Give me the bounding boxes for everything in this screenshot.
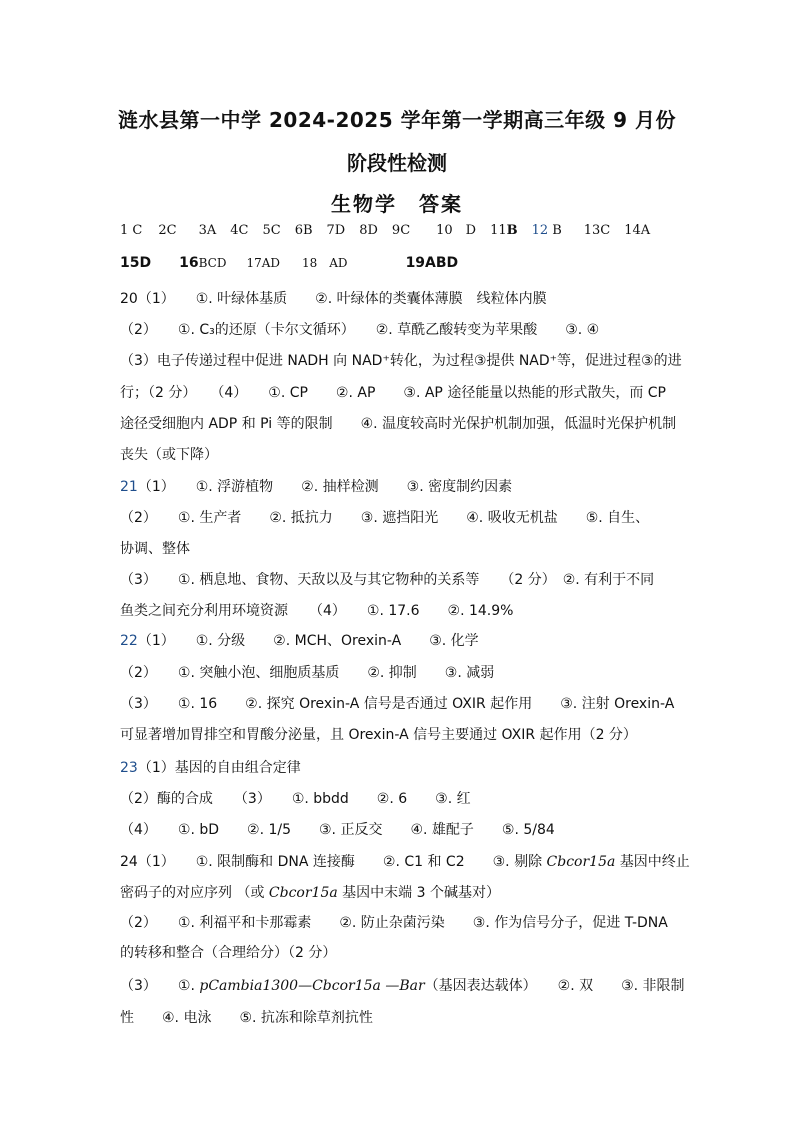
q24-line5	[120, 977, 685, 995]
mcq-answer: B	[552, 223, 562, 238]
mcq-answer: 6B	[294, 223, 313, 238]
mcq-answer: B	[506, 223, 518, 238]
q23-line1	[120, 759, 301, 777]
document-title-line3: 生物学 答案	[331, 192, 463, 216]
mcq-answer: 15D	[120, 255, 152, 271]
mcq-answer: 17AD	[246, 256, 280, 270]
document-title-line2: 阶段性检测	[347, 151, 447, 175]
question-number: 22	[120, 633, 138, 649]
answer-text: 密码子的对应序列 （或	[120, 885, 269, 901]
mcq-answer: 11	[490, 223, 507, 238]
q21-line1	[120, 478, 512, 496]
mcq-answer: 2C	[158, 223, 177, 238]
q24-line6: 性 ④. 电泳 ⑤. 抗冻和除草剂抗性	[120, 1010, 373, 1026]
gene-name: Cbcor15a	[546, 854, 616, 870]
mcq-answer: 5C	[262, 223, 281, 238]
q20-line1: 20（1） ①. 叶绿体基质 ②. 叶绿体的类囊体薄膜 线粒体内膜	[120, 291, 547, 307]
mcq-answer: 3A	[198, 223, 217, 238]
answer-text: （3） ①.	[120, 978, 200, 994]
q21-line2: （2） ①. 生产者 ②. 抵抗力 ③. 遮挡阳光 ④. 吸收无机盐 ⑤. 自生、	[120, 510, 650, 526]
mcq-answer: 13C	[583, 223, 611, 238]
answer-text: 24（1） ①. 限制酶和 DNA 连接酶 ②. C1 和 C2 ③. 剔除	[120, 854, 547, 870]
q24-line4: 的转移和整合（合理给分）（2 分）	[120, 945, 337, 961]
q20-line5: 途径受细胞内 ADP 和 Pi 等的限制 ④. 温度较高时光保护机制加强，低温时光保护机制	[120, 416, 677, 432]
answer-text: （1）基因的自由组合定律	[137, 760, 301, 776]
q22-line4: 可显著增加胃排空和胃酸分泌量，且 Orexin-A 信号主要通过 OXIR 起作用（2 分）	[120, 727, 637, 743]
q22-line1	[120, 632, 479, 650]
mcq-answer: 14A	[624, 223, 651, 238]
answer-text: （1） ①. 浮游植物 ②. 抽样检测 ③. 密度制约因素	[137, 479, 513, 495]
q20-line3: （3）电子传递过程中促进 NADH 向 NAD⁺转化，为过程③提供 NAD⁺等，促进过程③的进	[120, 353, 682, 369]
q20-line4: 行；（2 分） （4） ①. CP ②. AP ③. AP 途径能量以热能的形式散失，而 CP	[120, 385, 666, 401]
q23-line3: （4） ①. bD ②. 1/5 ③. 正反交 ④. 雄配子 ⑤. 5/84	[120, 822, 555, 838]
q24-line3: （2） ①. 利福平和卡那霉素 ②. 防止杂菌污染 ③. 作为信号分子，促进 T-DNA	[120, 915, 668, 931]
mcq-answers-row2	[120, 254, 458, 272]
answer-text: （基因表达载体） ②. 双 ③. 非限制	[424, 978, 685, 994]
q24-line1	[120, 853, 690, 871]
mcq-answer: 12	[531, 223, 549, 238]
q21-line4: （3） ①. 栖息地、食物、天敌以及与其它物种的关系等 （2 分） ②. 有利于不同	[120, 572, 655, 588]
answer-text: 基因中终止	[615, 854, 690, 870]
q23-line2: （2）酶的合成 （3） ①. bbdd ②. 6 ③. 红	[120, 791, 471, 807]
mcq-answer: 10 D	[436, 223, 477, 238]
q20-line2: （2） ①. C₃的还原（卡尔文循环） ②. 草酰乙酸转变为苹果酸 ③. ④	[120, 322, 600, 338]
mcq-answer: 1 C	[120, 223, 143, 238]
question-number: 21	[120, 479, 138, 495]
q20-line6: 丧失（或下降）	[120, 447, 218, 463]
mcq-answer: 4C	[230, 223, 249, 238]
mcq-answer: BCD	[198, 256, 227, 270]
mcq-answer: 7D	[326, 223, 346, 238]
question-number: 23	[120, 760, 138, 776]
gene-name: Cbcor15a	[268, 885, 338, 901]
q21-line3: 协调、整体	[120, 541, 190, 557]
vector-name: pCambia1300—Cbcor15a —Bar	[199, 978, 425, 994]
mcq-answer: 16	[179, 255, 199, 271]
document-title-line1: 涟水县第一中学 2024-2025 学年第一学期高三年级 9 月份	[118, 108, 676, 132]
mcq-answer: 19ABD	[405, 255, 459, 271]
mcq-answer: 8D	[359, 223, 378, 238]
mcq-answers-row1	[120, 222, 650, 240]
q21-line5: 鱼类之间充分利用环境资源 （4） ①. 17.6 ②. 14.9%	[120, 603, 514, 619]
answer-text: （1） ①. 分级 ②. MCH、Orexin-A ③. 化学	[137, 633, 479, 649]
q22-line3: （3） ①. 16 ②. 探究 Orexin-A 信号是否通过 OXIR 起作用 ③. 注射 Orexin-A	[120, 696, 675, 712]
q22-line2: （2） ①. 突触小泡、细胞质基质 ②. 抑制 ③. 减弱	[120, 665, 495, 681]
mcq-answer: 9C	[391, 223, 411, 238]
answer-text: 基因中末端 3 个碱基对）	[337, 885, 500, 901]
q24-line2	[120, 884, 500, 902]
mcq-answer: 18 AD	[302, 256, 348, 270]
